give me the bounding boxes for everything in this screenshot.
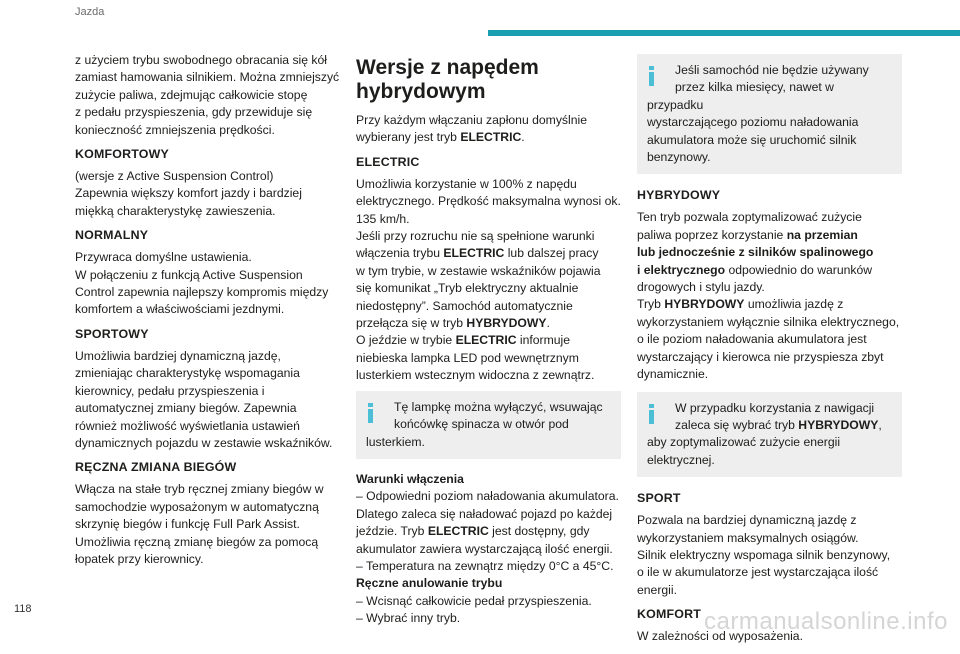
normalny-text: Przywraca domyślne ustawienia. W połączeniu z funkcją Active Suspension Control zapewnia najlepszy kompromis między komfortem a właściwościami jezdnymi. <box>75 250 329 317</box>
info-icon <box>647 400 669 426</box>
reczna-heading: RĘCZNA ZMIANA BIEGÓW <box>75 460 237 475</box>
komfort-text: W zależności od wyposażenia. <box>637 629 803 644</box>
normalny-heading: NORMALNY <box>75 228 149 243</box>
warunki-heading: Warunki włączenia <box>356 471 464 486</box>
info-icon <box>647 62 669 88</box>
komfort-heading: KOMFORT <box>637 607 702 622</box>
column-3 <box>637 54 902 654</box>
anulowanie-heading: Ręczne anulowanie trybu <box>356 576 503 591</box>
hybrid-intro: Przy każdym włączaniu zapłonu domyślnie wybierany jest tryb ELECTRIC. <box>356 113 587 145</box>
header-accent-bar <box>488 30 960 36</box>
warunki-section: Warunki włączenia – Odpowiedni poziom naładowania akumulatora. Dlatego zaleca się naładować pojazd po każdej jeździe. Tryb ELECTRIC jest dostępny, gdy akumulator zawiera wystarczającą ilość energii. – Temperatura na zewnątrz między 0°C a 45°C. Ręczne anulowanie trybu – Wcisnąć całkowicie pedał przyspieszenia. – Wybrać inny tryb. <box>356 471 621 628</box>
page-number: 118 <box>14 603 32 615</box>
info-note-unused: Jeśli samochód nie będzie używany przez kilka miesięcy, nawet w przypadku wystarczającego poziomu naładowania akumulatora może się uruchomić silnik benzynowy. <box>637 54 902 174</box>
komfortowy-heading: KOMFORTOWY <box>75 147 170 162</box>
electric-text: Umożliwia korzystanie w 100% z napędu elektrycznego. Prędkość maksymalna wynosi ok. 135 km/h. Jeśli przy rozruchu nie są spełnione warunki włączenia trybu ELECTRIC lub dalszej pracy w tym trybie, w zestawie wskaźników pojawia się komunikat „Tryb elektryczny aktualnie niedostępny”. Samochód automatycznie przełącza się w tryb HYBRYDOWY. O jeździe w trybie ELECTRIC informuje niebieska lampka LED pod wewnętrznym lusterkiem wstecznym widoczna z zewnątrz. <box>356 176 621 383</box>
komfortowy-text: (wersje z Active Suspension Control) Zapewnia większy komfort jazdy i bardziej miękką charakterystykę zawieszenia. <box>75 169 302 218</box>
watermark: carmanualsonline.info <box>704 608 948 635</box>
column-1 <box>75 52 340 576</box>
section-title: Jazda <box>75 6 105 18</box>
hybrid-section-title: Wersje z napędem hybrydowym <box>356 56 539 103</box>
reczna-text: Włącza na stałe tryb ręcznej zmiany biegów w samochodzie wyposażonym w automatyczną skrzynię biegów i funkcję Full Park Assist. Umożliwia ręczną zmianę biegów za pomocą łopatek przy kierownicy. <box>75 482 324 566</box>
sportowy-text: Umożliwia bardziej dynamiczną jazdę, zmieniając charakterystykę wspomagania kierownicy, pedału przyspieszenia i automatycznej zmiany biegów. Zapewnia również możliwość wyświetlania ustawień dynamicznych pojazdu w zestawie wskaźników. <box>75 348 333 450</box>
electric-heading: ELECTRIC <box>356 154 420 169</box>
hybrydowy-text: Ten tryb pozwala zoptymalizować zużycie paliwa poprzez korzystanie na przemian lub jednocześnie z silników spalinowego i elektrycznego odpowiednio do warunków drogowych i stylu jazdy. Tryb HYBRYDOWY umożliwia jazdę z wykorzystaniem wyłącznie silnika elektrycznego, o ile poziom naładowania akumulatora jest wystarczający i kierowca nie przyspiesza zbyt dynamicznie. <box>637 210 900 382</box>
info-icon <box>366 399 388 425</box>
column-2 <box>356 52 621 636</box>
info-note-led: Tę lampkę można wyłączyć, wsuwając końcówkę spinacza w otwór pod lusterkiem. <box>356 391 621 459</box>
intro-paragraph: z użyciem trybu swobodnego obracania się kół zamiast hamowania silnikiem. Można zmniejszyć zużycie paliwa, zdejmując całkowicie stopę z pedału przyspieszenia, gdy przewiduje się konieczność zmniejszenia prędkości. <box>75 53 340 137</box>
sport-text: Pozwala na bardziej dynamiczną jazdę z wykorzystaniem maksymalnych osiągów. Silnik elektryczny wspomaga silnik benzynowy, o ile w akumulatorze jest wystarczająca ilość energii. <box>637 513 891 597</box>
sport-heading: SPORT <box>637 491 681 506</box>
sportowy-heading: SPORTOWY <box>75 326 149 341</box>
info-note-navigation: W przypadku korzystania z nawigacji zaleca się wybrać tryb HYBRYDOWY, aby zoptymalizować zużycie energii elektrycznej. <box>637 392 902 478</box>
hybrydowy-heading: HYBRYDOWY <box>637 188 721 203</box>
